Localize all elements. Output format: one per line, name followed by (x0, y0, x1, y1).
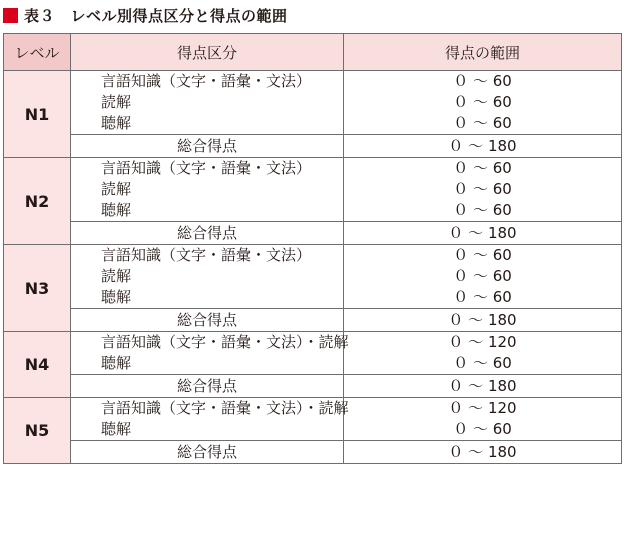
range-value: ０ ～ 60 (453, 159, 512, 177)
total-label: 総合得点 (71, 309, 344, 332)
total-range: ０ ～ 180 (344, 441, 622, 464)
total-row (4, 375, 622, 398)
table-row (4, 398, 622, 441)
table-title-text: 表３ レベル別得点区分と得点の範囲 (24, 6, 288, 25)
range-value: ０ ～ 60 (453, 72, 512, 90)
section-label: 言語知識（文字・語彙・文法） (101, 72, 312, 90)
range-value: ０ ～ 60 (453, 354, 512, 372)
range-value: ０ ～ 60 (453, 267, 512, 285)
range-value: ０ ～ 120 (448, 399, 517, 417)
level-cell: N3 (4, 245, 71, 332)
section-cell (71, 245, 344, 309)
range-value: ０ ～ 60 (453, 180, 512, 198)
total-row (4, 309, 622, 332)
range-value: ０ ～ 60 (453, 420, 512, 438)
range-value: ０ ～ 60 (453, 93, 512, 111)
section-label: 聴解 (101, 420, 132, 438)
range-value: ０ ～ 60 (453, 114, 512, 132)
section-label: 言語知識（文字・語彙・文法） (101, 159, 312, 177)
range-cell (344, 245, 622, 309)
range-cell (344, 71, 622, 135)
total-range: ０ ～ 180 (344, 375, 622, 398)
section-cell (71, 71, 344, 135)
total-range: ０ ～ 180 (344, 222, 622, 245)
section-label: 言語知識（文字・語彙・文法）・読解 (101, 399, 349, 417)
header-section: 得点区分 (71, 34, 344, 71)
table-header-row (4, 34, 622, 71)
section-label: 聴解 (101, 114, 132, 132)
square-marker-icon (3, 8, 18, 23)
total-range: ０ ～ 180 (344, 135, 622, 158)
total-row (4, 441, 622, 464)
table-row (4, 245, 622, 309)
section-cell (71, 332, 349, 375)
range-value: ０ ～ 60 (453, 201, 512, 219)
table-row (4, 158, 622, 222)
level-cell: N5 (4, 398, 71, 464)
range-cell (344, 158, 622, 222)
range-value: ０ ～ 60 (453, 246, 512, 264)
total-label: 総合得点 (71, 222, 344, 245)
section-label: 言語知識（文字・語彙・文法） (101, 246, 312, 264)
range-value: ０ ～ 120 (448, 333, 517, 351)
table-title (3, 4, 288, 26)
range-cell (344, 398, 622, 441)
total-label: 総合得点 (71, 441, 344, 464)
table-body (4, 71, 622, 464)
score-range-table (3, 33, 622, 464)
range-cell (344, 332, 622, 375)
section-label: 聴解 (101, 201, 132, 219)
total-label: 総合得点 (71, 375, 344, 398)
header-level: レベル (4, 34, 71, 71)
level-cell: N2 (4, 158, 71, 245)
table-row (4, 332, 622, 375)
section-label: 読解 (101, 267, 132, 285)
range-value: ０ ～ 60 (453, 288, 512, 306)
level-cell: N1 (4, 71, 71, 158)
section-cell (71, 398, 349, 441)
section-label: 言語知識（文字・語彙・文法）・読解 (101, 333, 349, 351)
total-row (4, 135, 622, 158)
total-row (4, 222, 622, 245)
level-cell: N4 (4, 332, 71, 398)
header-range: 得点の範囲 (344, 34, 622, 71)
total-label: 総合得点 (71, 135, 344, 158)
section-cell (71, 158, 344, 222)
section-label: 読解 (101, 180, 132, 198)
table-row (4, 71, 622, 135)
section-label: 聴解 (101, 288, 132, 306)
section-label: 読解 (101, 93, 132, 111)
total-range: ０ ～ 180 (344, 309, 622, 332)
section-label: 聴解 (101, 354, 132, 372)
